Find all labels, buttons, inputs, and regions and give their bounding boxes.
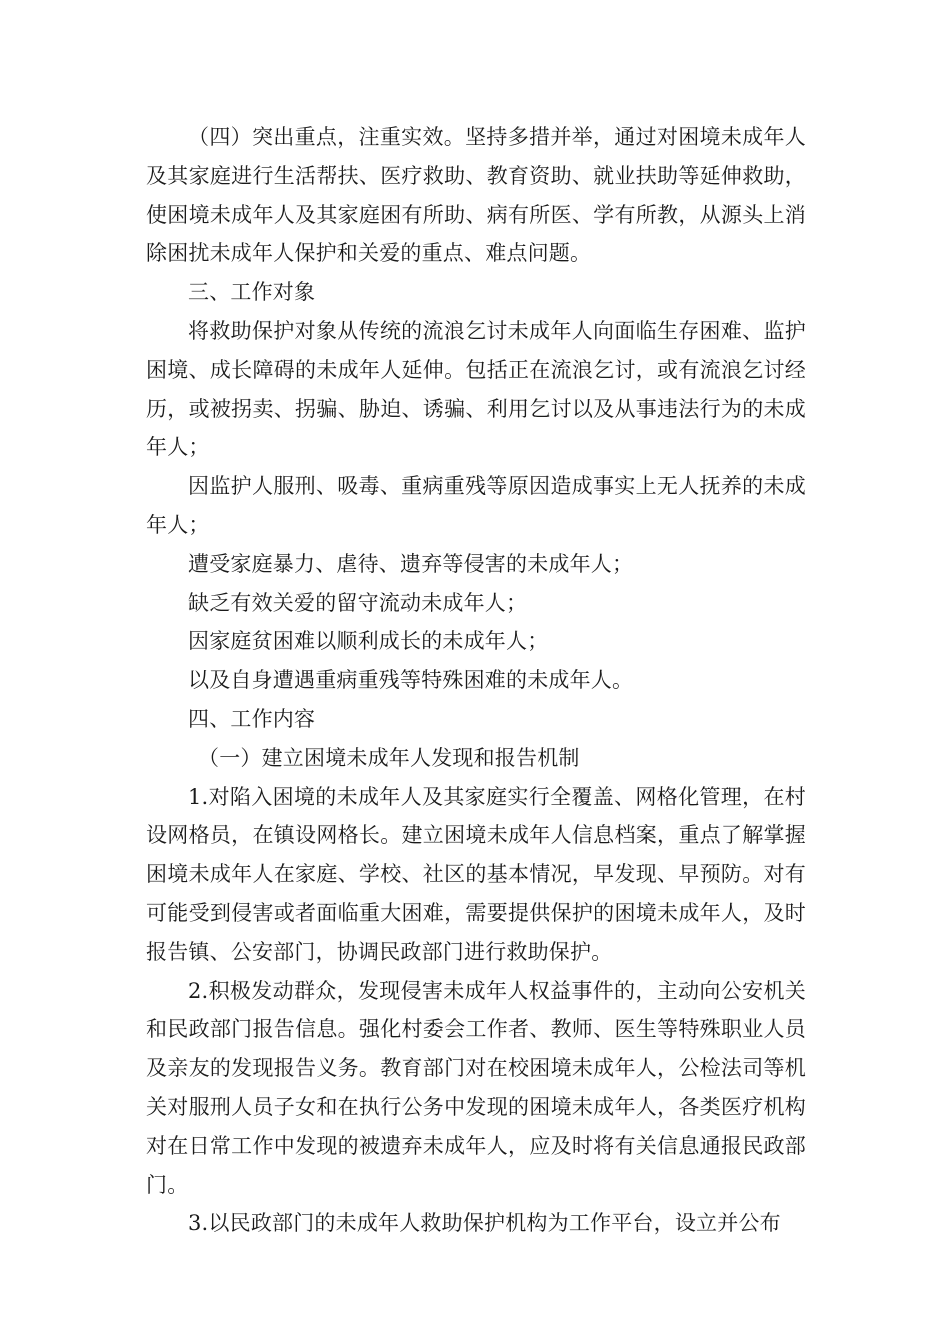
paragraph-poverty: 因家庭贫困难以顺利成长的未成年人； [188, 629, 549, 654]
subheading-discovery-mechanism: （一）建立困境未成年人发现和报告机制 [198, 745, 580, 770]
paragraph-left-behind: 缺乏有效关爱的留守流动未成年人； [188, 590, 528, 615]
paragraph-guardian-issues: 因监护人服刑、吸毒、重病重残等原因造成事实上无人抚养的未成年人； [146, 474, 806, 537]
heading-work-targets: 三、工作对象 [188, 280, 316, 305]
paragraph-target-scope: 将救助保护对象从传统的流浪乞讨未成年人向面临生存困难、监护困境、成长障碍的未成年人延伸。包括正在流浪乞讨，或有流浪乞讨经历，或被拐卖、拐骗、胁迫、诱骗、利用乞讨以及从事违法行为的未成年人； [146, 318, 806, 460]
paragraph-illness-disability: 以及自身遭遇重病重残等特殊困难的未成年人。 [188, 668, 634, 693]
paragraph-item-1: 1.对陷入困境的未成年人及其家庭实行全覆盖、网格化管理，在村设网格员，在镇设网格长。建立困境未成年人信息档案，重点了解掌握困境未成年人在家庭、学校、社区的基本情况，早发现、早预防。对有可能受到侵害或者面临重大困难，需要提供保护的困境未成年人，及时报告镇、公安部门，协调民政部门进行救助保护。 [146, 784, 806, 964]
heading-work-content: 四、工作内容 [188, 706, 316, 731]
paragraph-item-3: 3.以民政部门的未成年人救助保护机构为工作平台，设立并公布 [188, 1211, 781, 1236]
document-body [146, 118, 806, 1243]
paragraph-item-2: 2.积极发动群众，发现侵害未成年人权益事件的，主动向公安机关和民政部门报告信息。强化村委会工作者、教师、医生等特殊职业人员及亲友的发现报告义务。教育部门对在校困境未成年人，公检法司等机关对服刑人员子女和在执行公务中发现的困境未成年人，各类医疗机构对在日常工作中发现的被遗弃未成年人，应及时将有关信息通报民政部门。 [146, 978, 806, 1197]
paragraph-key-points: （四）突出重点，注重实效。坚持多措并举，通过对困境未成年人及其家庭进行生活帮扶、医疗救助、教育资助、就业扶助等延伸救助，使困境未成年人及其家庭困有所助、病有所医、学有所教，从源头上消除困扰未成年人保护和关爱的重点、难点问题。 [146, 125, 806, 266]
paragraph-domestic-violence: 遭受家庭暴力、虐待、遗弃等侵害的未成年人； [188, 551, 634, 576]
